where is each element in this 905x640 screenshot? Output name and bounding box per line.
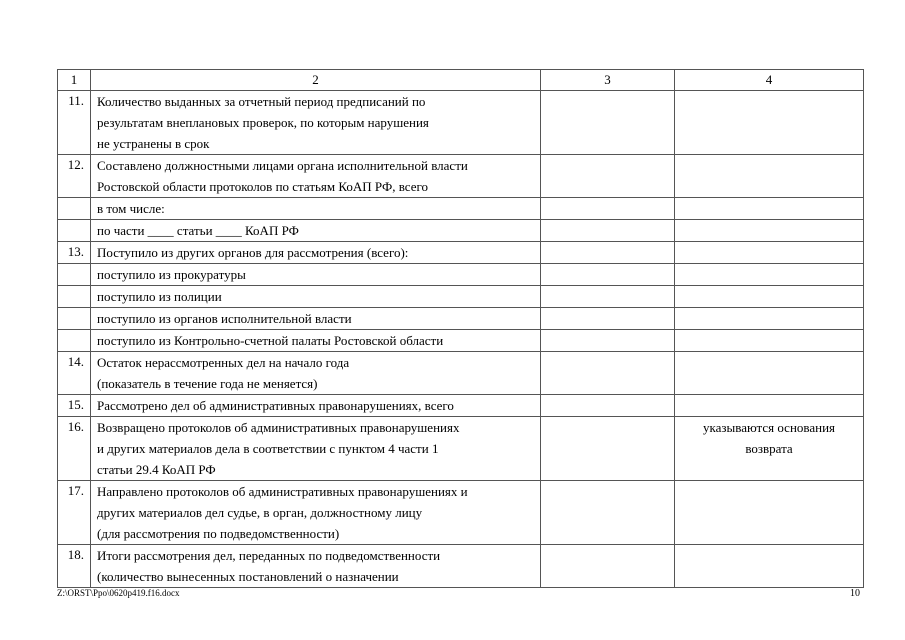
description-line: Итоги рассмотрения дел, переданных по подведомственности [97,548,441,563]
row-col-3-cell [541,220,675,242]
row-col-4-cell [675,198,864,220]
description-line: Поступило из других органов для рассмотрения (всего): [97,245,409,260]
description-line: в том числе: [97,201,165,216]
row-col-3-cell [541,198,675,220]
table-row [58,242,864,264]
row-description [91,198,541,220]
description-line: поступило из органов исполнительной власти [97,311,352,326]
table-row [58,481,864,545]
row-col-3-cell [541,417,675,481]
row-col-3-cell [541,91,675,155]
row-description [91,264,541,286]
row-col-4-cell [675,481,864,545]
description-line: поступило из полиции [97,289,222,304]
description-line: Составлено должностными лицами органа исполнительной власти [97,158,468,173]
row-col-4-cell [675,308,864,330]
row-col-4-cell [675,91,864,155]
row-description [91,545,541,588]
table-row [58,395,864,417]
description-line: Остаток нерассмотренных дел на начало года [97,355,350,370]
row-description [91,220,541,242]
header-col-4: 4 [675,70,864,91]
row-description [91,481,541,545]
header-col-1: 1 [58,70,91,91]
table-row [58,264,864,286]
row-description [91,242,541,264]
note-line: указываются основания [702,420,836,435]
description-line: других материалов дел судье, в орган, должностному лицу [97,505,423,520]
row-col-4-cell [675,545,864,588]
row-col-3-cell [541,286,675,308]
row-description [91,308,541,330]
row-number [58,198,91,220]
row-description [91,395,541,417]
row-description [91,91,541,155]
table-row [58,220,864,242]
table-row [58,91,864,155]
table-row [58,417,864,481]
description-line: (показатель в течение года не меняется) [97,376,318,391]
description-line: Ростовской области протоколов по статьям КоАП РФ, всего [97,179,428,194]
description-line: результатам внеплановых проверок, по которым нарушения [97,115,429,130]
row-number: 18. [58,545,91,588]
row-number: 17. [58,481,91,545]
row-col-4-cell [675,417,864,481]
description-line: поступило из прокуратуры [97,267,246,282]
row-col-3-cell [541,545,675,588]
header-col-2: 2 [91,70,541,91]
row-col-4-cell [675,352,864,395]
row-description [91,155,541,198]
row-col-3-cell [541,481,675,545]
table-row [58,352,864,395]
description-line: статьи 29.4 КоАП РФ [97,462,216,477]
row-description [91,330,541,352]
description-line: Возвращено протоколов об административных правонарушениях [97,420,460,435]
row-number: 11. [58,91,91,155]
row-number [58,220,91,242]
row-number: 13. [58,242,91,264]
header-col-3: 3 [541,70,675,91]
row-col-3-cell [541,352,675,395]
description-line: Рассмотрено дел об административных правонарушениях, всего [97,398,454,413]
row-col-3-cell [541,395,675,417]
row-col-3-cell [541,308,675,330]
description-line: (для рассмотрения по подведомственности) [97,526,340,541]
row-col-4-cell [675,395,864,417]
description-line: не устранены в срок [97,136,210,151]
row-number [58,286,91,308]
row-number: 14. [58,352,91,395]
row-col-3-cell [541,242,675,264]
report-table [57,69,864,588]
table-row [58,545,864,588]
table-row [58,155,864,198]
row-number [58,264,91,286]
row-col-3-cell [541,264,675,286]
row-col-3-cell [541,330,675,352]
row-col-4-cell [675,330,864,352]
row-col-4-cell [675,286,864,308]
row-description [91,352,541,395]
row-number: 15. [58,395,91,417]
description-line: Направлено протоколов об административных правонарушениях и [97,484,468,499]
row-description [91,286,541,308]
table-row [58,330,864,352]
row-number [58,330,91,352]
table-row [58,198,864,220]
description-line: и других материалов дела в соответствии с пунктом 4 части 1 [97,441,439,456]
note-line: возврата [745,441,793,456]
row-col-3-cell [541,155,675,198]
report-table-body [58,70,864,588]
row-number: 12. [58,155,91,198]
row-number [58,308,91,330]
row-col-4-cell [675,242,864,264]
table-row [58,286,864,308]
footer-page-number: 10 [850,588,860,599]
description-line: (количество вынесенных постановлений о назначении [97,569,399,584]
description-line: по части ____ статьи ____ КоАП РФ [97,223,299,238]
row-number: 16. [58,417,91,481]
row-col-4-cell [675,220,864,242]
table-header-row [58,70,864,91]
footer-file-path: Z:\ORST\Ppo\0620p419.f16.docx [57,588,180,598]
table-row [58,308,864,330]
row-col-4-cell [675,155,864,198]
row-col-4-cell [675,264,864,286]
description-line: Количество выданных за отчетный период предписаний по [97,94,426,109]
description-line: поступило из Контрольно-счетной палаты Ростовской области [97,333,444,348]
row-description [91,417,541,481]
